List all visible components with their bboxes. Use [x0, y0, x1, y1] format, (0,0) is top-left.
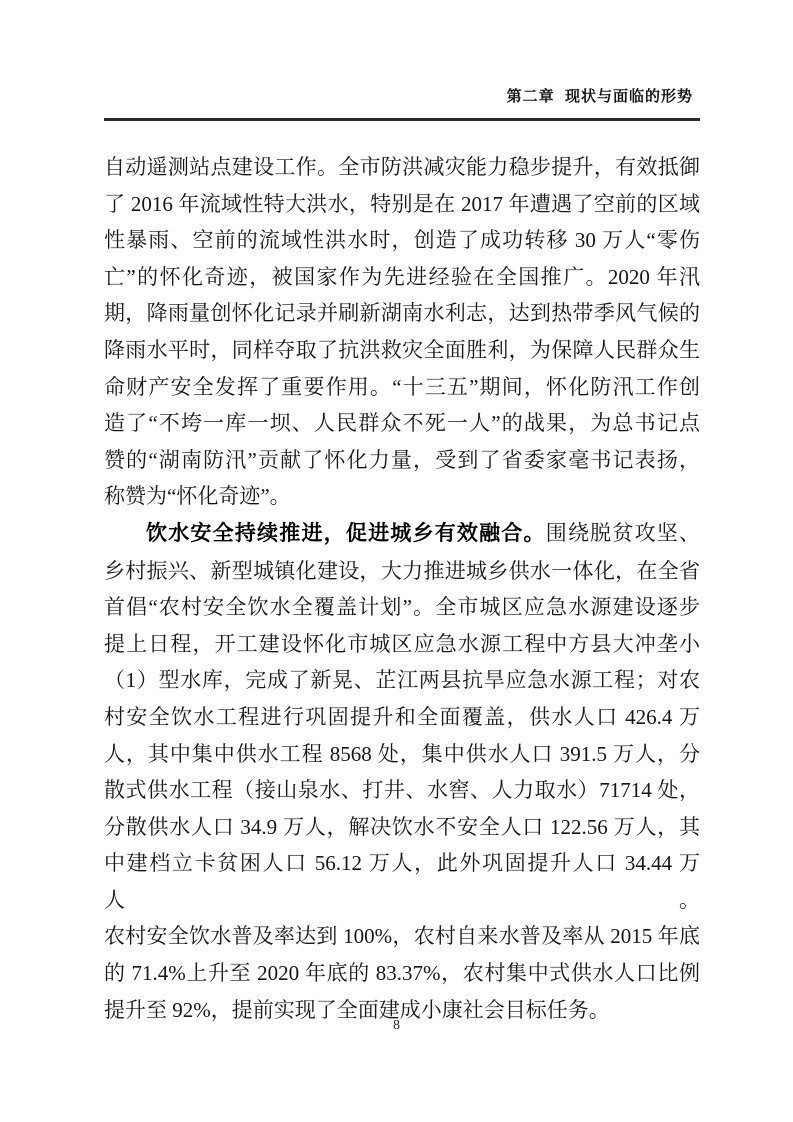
text-line: 亡”的怀化奇迹，被国家作为先进经验在全国推广。2020 年汛 [104, 264, 700, 289]
text-line: 降雨水平时，同样夺取了抗洪救灾全面胜利，为保障人民群众生 [104, 337, 700, 362]
text-line: 自动遥测站点建设工作。全市防洪减灾能力稳步提升，有效抵御 [104, 155, 700, 179]
paragraph-2 [104, 515, 700, 1028]
text-line: 中建档立卡贫困人口 56.12 万人，此外巩固提升人口 34.44 万人。 [104, 851, 700, 912]
text-line: 提升至 92%，提前实现了全面建成小康社会目标任务。 [104, 997, 610, 1022]
text-line: 命财产安全发挥了重要作用。“十三五”期间，怀化防汛工作创 [104, 374, 700, 399]
paragraph2-lead-rest: 围绕脱贫攻坚、 [545, 520, 700, 545]
text-line: 首倡“农村安全饮水全覆盖计划”。全市城区应急水源建设逐步 [104, 595, 700, 620]
text-line: 的 71.4%上升至 2020 年底的 83.37%，农村集中式供水人口比例 [104, 961, 700, 986]
text-line: 村安全饮水工程进行巩固提升和全面覆盖，供水人口 426.4 万 [104, 704, 700, 729]
text-line: 分散供水人口 34.9 万人，解决饮水不安全人口 122.56 万人，其 [104, 814, 700, 839]
text-line: 提上日程，开工建设怀化市城区应急水源工程中方县大冲垄小 [104, 631, 700, 656]
text-line: 农村安全饮水普及率达到 100%，农村自来水普及率从 2015 年底 [104, 924, 700, 949]
page-number: 8 [393, 1018, 400, 1033]
text-line: 了 2016 年流域性特大洪水，特别是在 2017 年遭遇了空前的区域 [104, 191, 700, 216]
body-text [104, 149, 700, 1028]
text-line: 人，其中集中供水工程 8568 处，集中供水人口 391.5 万人，分 [104, 741, 700, 766]
text-line: 散式供水工程（接山泉水、打井、水窖、人力取水）71714 处， [104, 778, 700, 803]
header-rule [104, 118, 700, 121]
text-line: 称赞为“怀化奇迹”。 [104, 484, 291, 509]
text-line: 赞的“湖南防汛”贡献了怀化力量，受到了省委家毫书记表扬， [104, 447, 700, 472]
text-line: 造了“不垮一库一坝、人民群众不死一人”的战果，为总书记点 [104, 411, 700, 436]
text-line: （1）型水库，完成了新晃、芷江两县抗旱应急水源工程；对农 [104, 668, 700, 693]
text-line: 性暴雨、空前的流域性洪水时，创造了成功转移 30 万人“零伤 [104, 228, 700, 253]
paragraph2-lead-bold: 饮水安全持续推进，促进城乡有效融合。 [146, 521, 546, 545]
text-line [104, 515, 700, 553]
page-footer [0, 1016, 793, 1036]
paragraph-1 [104, 149, 700, 515]
text-line: 期，降雨量创怀化记录并刷新湖南水利志，达到热带季风气候的 [104, 301, 700, 326]
text-line: 乡村振兴、新型城镇化建设，大力推进城乡供水一体化，在全省 [104, 558, 700, 583]
chapter-header: 第二章 现状与面临的形势 [506, 88, 693, 105]
